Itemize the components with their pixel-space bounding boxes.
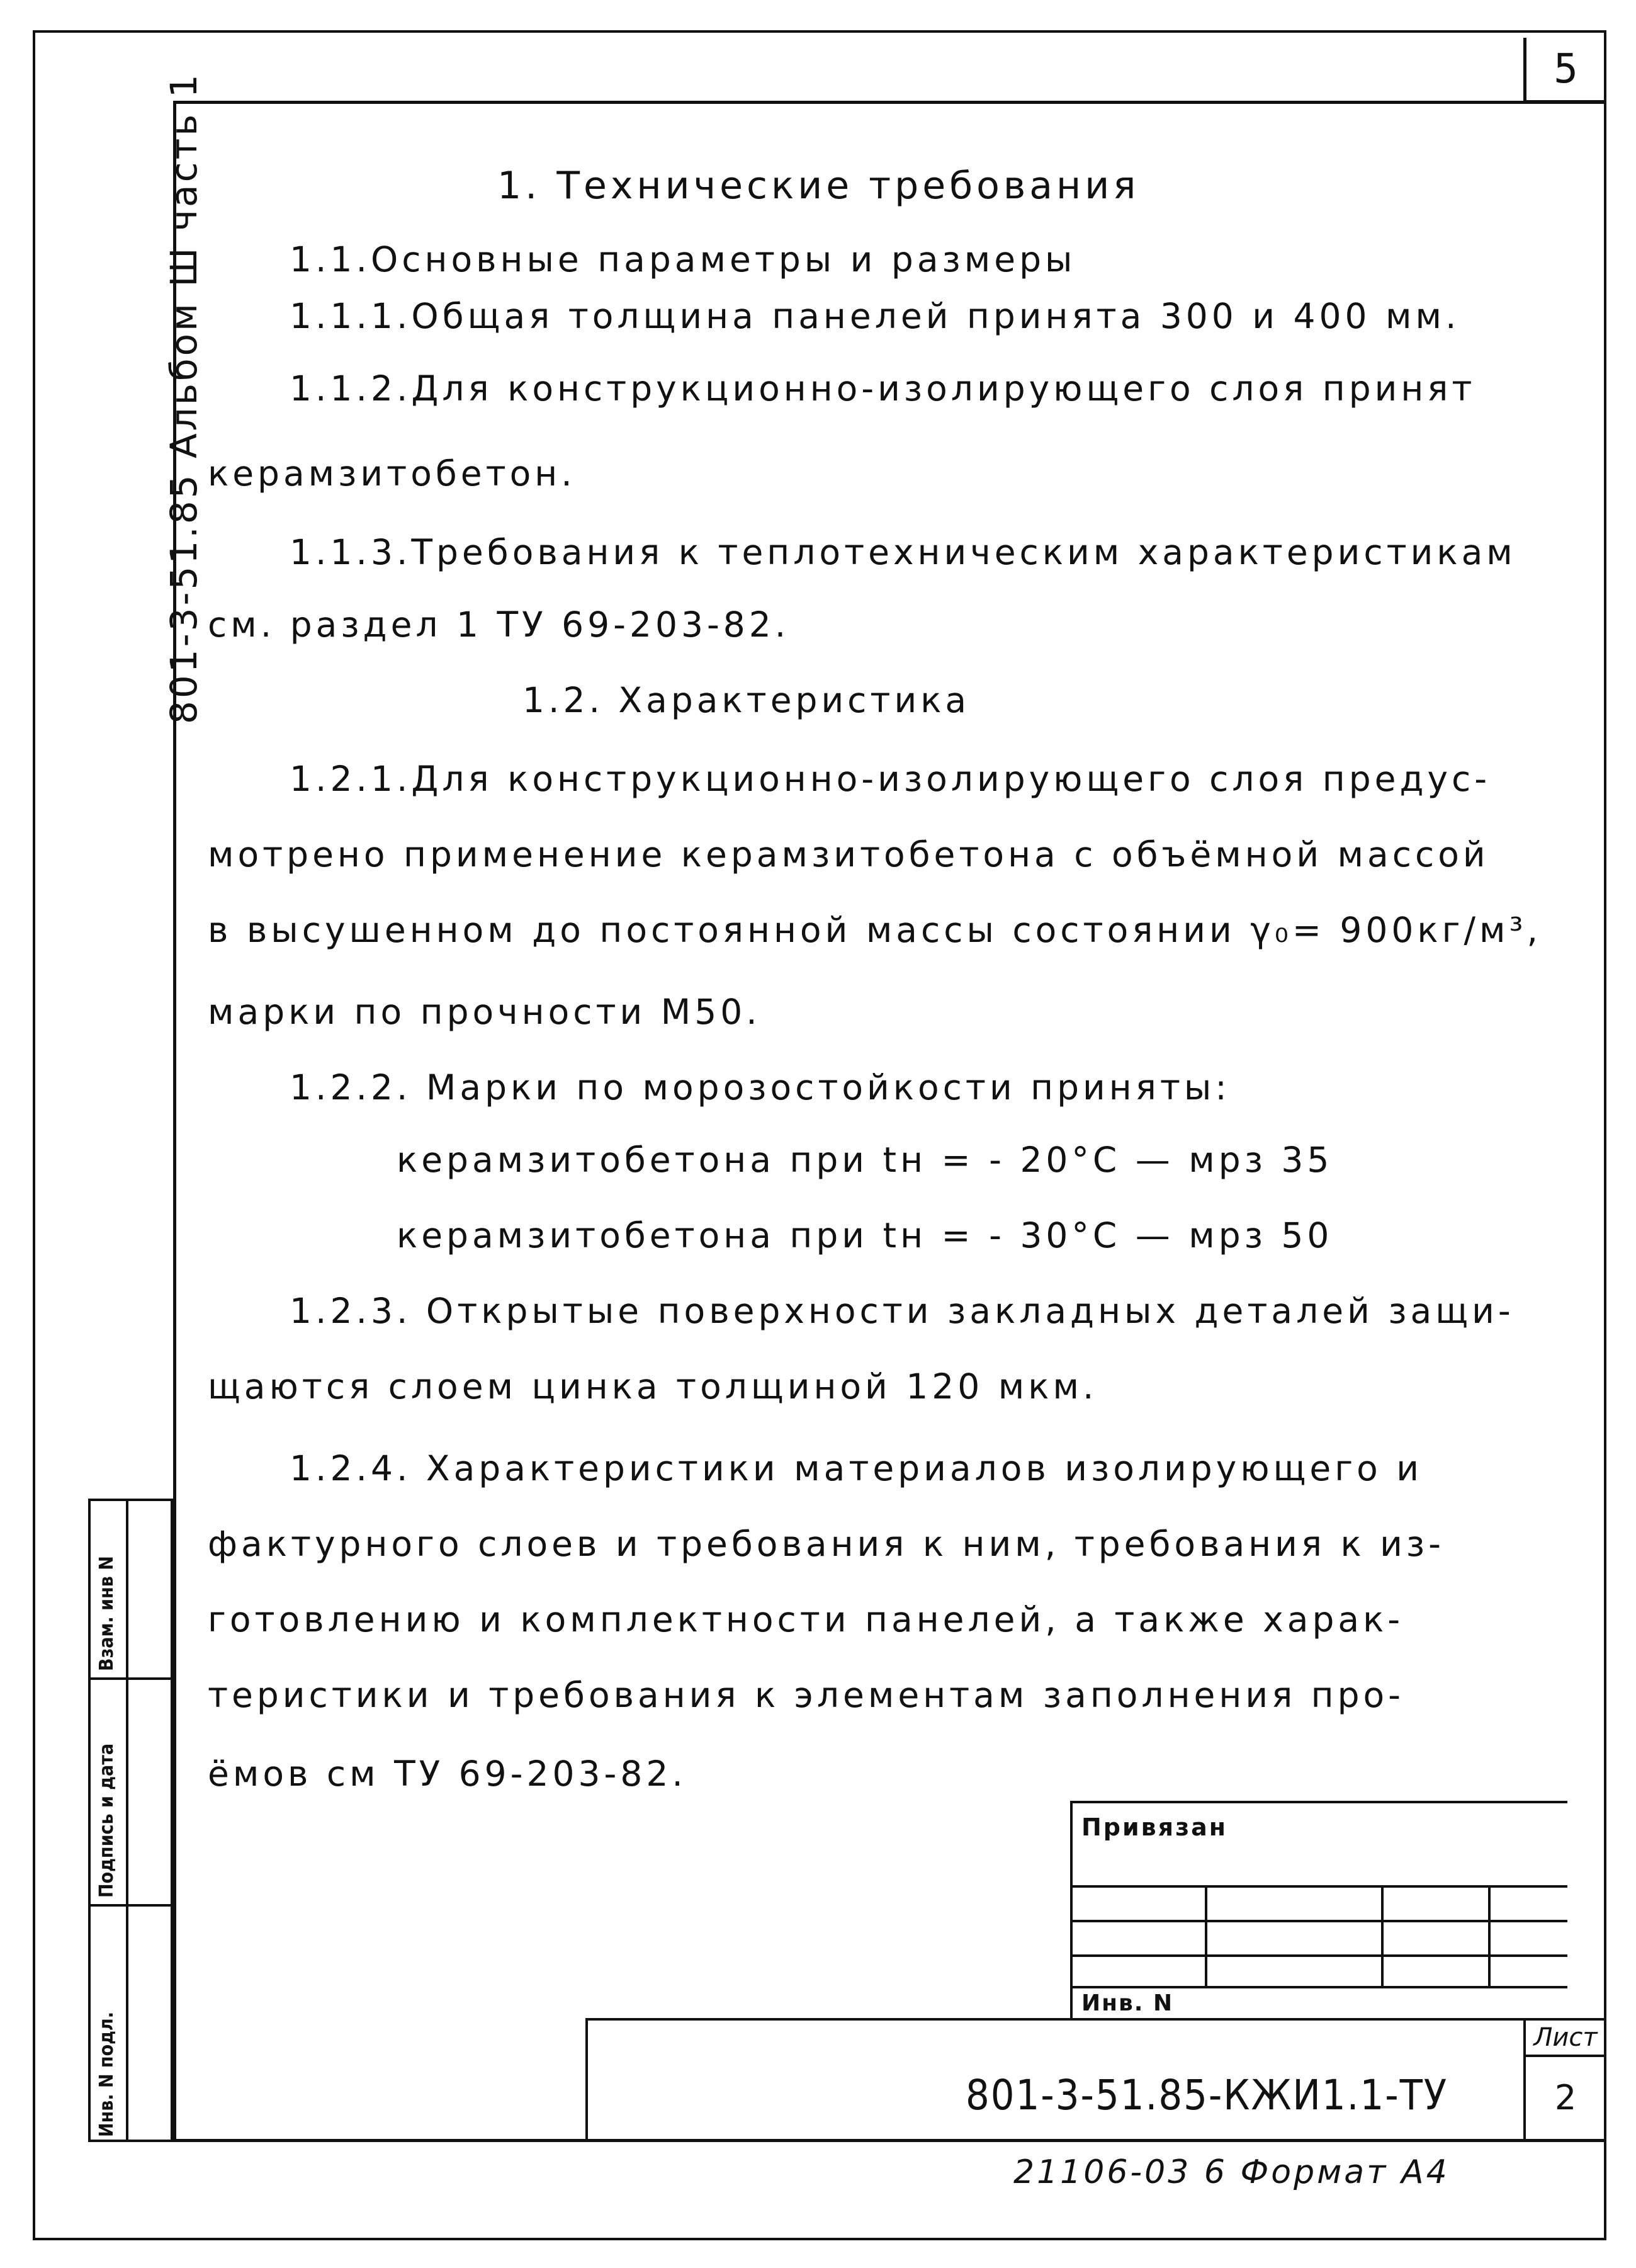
inv-label: Инв. N [1081,1990,1174,2016]
document-designation: 801-3-51.85-КЖИ1.1-ТУ [966,2071,1448,2119]
stamp-inv-podl: Инв. N подл. [96,2012,118,2137]
text-line: керамзитобетон. [208,453,576,494]
page-number: 5 [1523,38,1605,103]
subsection-title: 1.2. Характеристика [522,680,971,720]
text-line: керамзитобетона при tн = - 30°С — мрз 50 [397,1215,1333,1256]
text-line: 1.2.2. Марки по морозостойкости приняты: [290,1067,1231,1108]
text-line: 1.1.Основные параметры и размеры [290,239,1076,280]
table-line [1205,1885,1207,1986]
sheet-value: 2 [1554,2078,1577,2118]
table-line [1488,1885,1491,1986]
table-line [1073,1954,1567,1957]
privyazan-table [1070,1801,1567,2018]
text-line: см. раздел 1 ТУ 69-203-82. [208,604,790,645]
table-line [1073,1885,1567,1888]
text-line: щаются слоем цинка толщиной 120 мкм. [208,1366,1098,1407]
table-line [1073,1986,1567,1988]
text-line: 1.1.2.Для конструкционно-изолирующего слоя принят [290,368,1476,409]
stamp-divider [126,1501,128,2140]
text-line: фактурного слоев и требования к ним, требования к из- [208,1524,1445,1564]
text-line: 1.1.1.Общая толщина панелей принята 300 и 400 мм. [290,296,1460,336]
text-line: 1.2.4. Характеристики материалов изолирующего и [290,1448,1423,1488]
table-line [1073,1920,1567,1922]
section-title: 1. Технические требования [497,164,1140,208]
text-line: марки по прочности М50. [208,992,761,1032]
text-line: 1.2.3. Открытые поверхности закладных деталей защи- [290,1291,1515,1331]
title-block [585,2018,1605,2142]
stamp-vzam-inv: Взам. инв N [96,1556,118,1671]
text-line: теристики и требования к элементам заполнения про- [208,1675,1405,1715]
text-line: мотрено применение керамзитобетона с объёмной массой [208,834,1489,875]
text-line: керамзитобетона при tн = - 20°С — мрз 35 [397,1140,1333,1180]
text-line: готовлению и комплектности панелей, а также харак- [208,1599,1404,1640]
left-stamp [88,1499,173,2142]
stamp-divider [91,1904,171,1907]
text-line: 1.2.1.Для конструкционно-изолирующего слоя предус- [290,759,1491,799]
stamp-podpis-data: Подпись и дата [96,1743,118,1898]
table-line [1381,1885,1384,1986]
text-line: ёмов см ТУ 69-203-82. [208,1754,687,1794]
privyazan-label: Привязан [1081,1813,1228,1841]
sheet-cell [1523,2021,1605,2142]
side-designation: 801-3-51.85 Альбом Ш часть 1 [162,72,205,724]
text-line: в высушенном до постоянной массы состоянии γ₀= 900кг/м³, [208,910,1542,950]
format-note: 21106-03 6 Формат А4 [1013,2153,1450,2191]
text-line: 1.1.3.Требования к теплотехническим характеристикам [290,532,1516,572]
stamp-divider [91,1677,171,1680]
sheet-label: Лист [1526,2021,1605,2057]
